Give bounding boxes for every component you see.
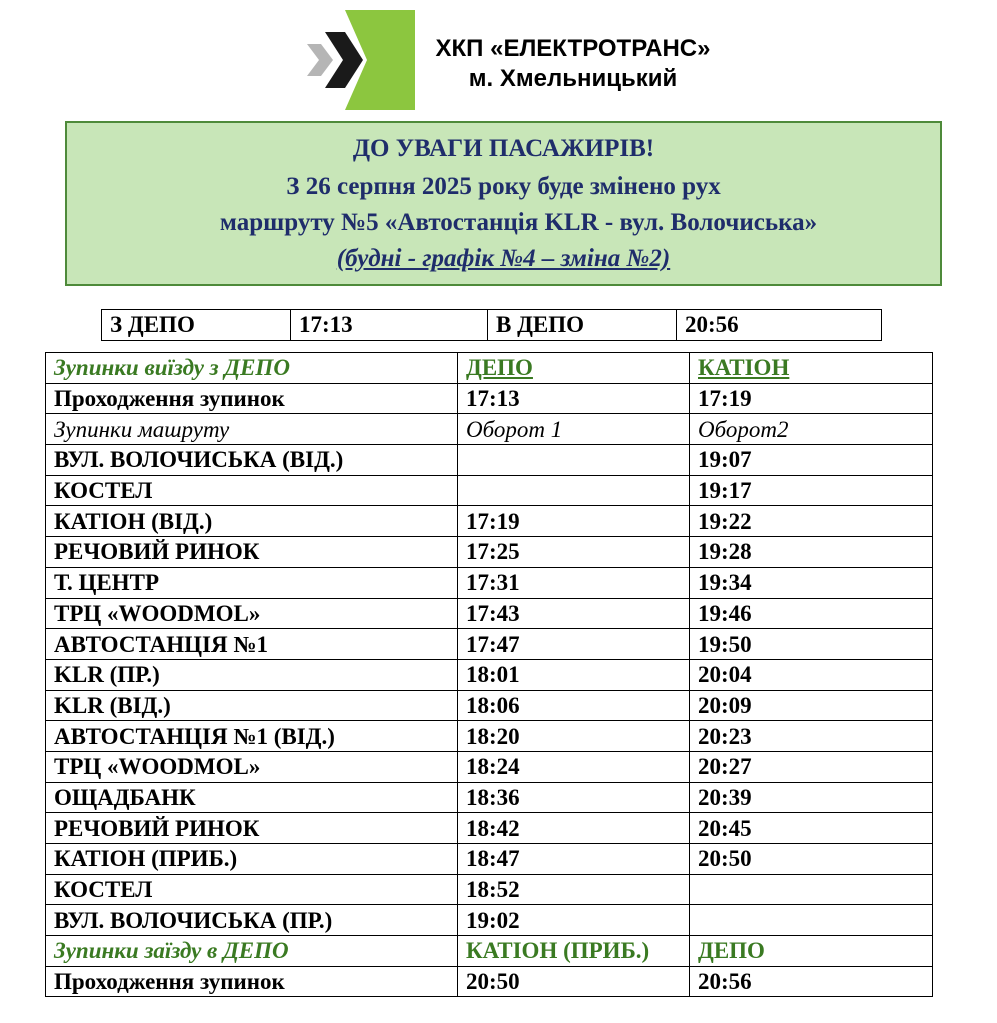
exit-header-row xyxy=(46,353,933,384)
stop-row xyxy=(46,874,933,905)
stop-time-1: 17:25 xyxy=(458,537,690,568)
stop-time-1 xyxy=(458,475,690,506)
stop-time-1: 18:01 xyxy=(458,659,690,690)
notice-box xyxy=(65,121,942,286)
stop-time-2: 19:17 xyxy=(690,475,933,506)
stop-time-2: 20:45 xyxy=(690,813,933,844)
double-chevron-logo-icon xyxy=(305,10,415,110)
stop-name: ОЩАДБАНК xyxy=(46,782,458,813)
stop-name: ТРЦ «WOODMOL» xyxy=(46,598,458,629)
stop-time-1: 18:20 xyxy=(458,721,690,752)
stop-name: АВТОСТАНЦІЯ №1 (ВІД.) xyxy=(46,721,458,752)
stop-time-2: 19:07 xyxy=(690,445,933,476)
route-header-row xyxy=(46,414,933,445)
stop-name: КАТІОН (ПРИБ.) xyxy=(46,844,458,875)
stop-name: КАТІОН (ВІД.) xyxy=(46,506,458,537)
stop-name: ТРЦ «WOODMOL» xyxy=(46,751,458,782)
stop-name: КОСТЕЛ xyxy=(46,475,458,506)
exit-header-col1: ДЕПО xyxy=(458,353,690,384)
stop-time-1: 17:19 xyxy=(458,506,690,537)
city-name: м. Хмельницький xyxy=(468,65,678,92)
entry-pass-row xyxy=(46,966,933,997)
notice-route-line: маршруту №5 «Автостанція KLR - вул. Волочиська» xyxy=(219,209,818,236)
stop-name: KLR (ПР.) xyxy=(46,659,458,690)
stop-name: АВТОСТАНЦІЯ №1 xyxy=(46,629,458,660)
stop-row xyxy=(46,659,933,690)
exit-pass-col1: 17:13 xyxy=(458,383,690,414)
stop-row xyxy=(46,567,933,598)
stop-row xyxy=(46,782,933,813)
route-header-label: Зупинки машруту xyxy=(46,414,458,445)
stop-name: KLR (ВІД.) xyxy=(46,690,458,721)
stop-name: ВУЛ. ВОЛОЧИСЬКА (ВІД.) xyxy=(46,445,458,476)
notice-schedule-line: (будні - графік №4 – зміна №2) xyxy=(336,245,671,272)
entry-pass-col2: 20:56 xyxy=(690,966,933,997)
stop-time-2: 19:46 xyxy=(690,598,933,629)
entry-pass-label: Проходження зупинок xyxy=(46,966,458,997)
stop-name: РЕЧОВИЙ РИНОК xyxy=(46,537,458,568)
route-header-col1: Оборот 1 xyxy=(458,414,690,445)
exit-pass-row xyxy=(46,383,933,414)
from-depot-time: 17:13 xyxy=(291,310,488,341)
stop-time-2 xyxy=(690,874,933,905)
stop-time-1: 18:06 xyxy=(458,690,690,721)
stop-time-2: 20:39 xyxy=(690,782,933,813)
stop-row xyxy=(46,721,933,752)
stop-name: РЕЧОВИЙ РИНОК xyxy=(46,813,458,844)
stop-row xyxy=(46,813,933,844)
stop-row xyxy=(46,844,933,875)
stop-time-2: 19:50 xyxy=(690,629,933,660)
depot-row xyxy=(102,310,882,341)
stop-name: Т. ЦЕНТР xyxy=(46,567,458,598)
stop-time-1: 18:47 xyxy=(458,844,690,875)
stop-row xyxy=(46,905,933,936)
stop-time-2: 20:27 xyxy=(690,751,933,782)
org-name: ХКП «ЕЛЕКТРОТРАНС» xyxy=(435,35,711,62)
stop-time-1: 19:02 xyxy=(458,905,690,936)
stop-row xyxy=(46,598,933,629)
schedule-table xyxy=(45,352,933,997)
entry-header-row xyxy=(46,936,933,967)
to-depot-label: В ДЕПО xyxy=(488,310,677,341)
entry-header-col1: КАТІОН (ПРИБ.) xyxy=(458,936,690,967)
stop-time-2: 19:28 xyxy=(690,537,933,568)
notice-date-line: З 26 серпня 2025 року буде змінено рух xyxy=(286,173,721,200)
entry-header-col2: ДЕПО xyxy=(690,936,933,967)
stop-time-1: 17:31 xyxy=(458,567,690,598)
stop-time-1: 17:47 xyxy=(458,629,690,660)
stop-name: ВУЛ. ВОЛОЧИСЬКА (ПР.) xyxy=(46,905,458,936)
stop-time-1: 18:36 xyxy=(458,782,690,813)
stop-time-2: 19:34 xyxy=(690,567,933,598)
stop-time-2: 20:23 xyxy=(690,721,933,752)
stop-row xyxy=(46,537,933,568)
org-title xyxy=(433,34,713,94)
from-depot-label: З ДЕПО xyxy=(102,310,291,341)
stop-time-2 xyxy=(690,905,933,936)
stop-time-2: 20:04 xyxy=(690,659,933,690)
stop-time-2: 20:50 xyxy=(690,844,933,875)
stop-time-2: 19:22 xyxy=(690,506,933,537)
stop-time-1: 18:42 xyxy=(458,813,690,844)
exit-header-col2: КАТІОН xyxy=(690,353,933,384)
entry-pass-col1: 20:50 xyxy=(458,966,690,997)
route-header-col2: Оборот2 xyxy=(690,414,933,445)
stop-row xyxy=(46,506,933,537)
notice-title: ДО УВАГИ ПАСАЖИРІВ! xyxy=(352,135,655,162)
to-depot-time: 20:56 xyxy=(677,310,882,341)
header xyxy=(305,10,711,110)
stop-time-1: 18:52 xyxy=(458,874,690,905)
entry-header-label: Зупинки заїзду в ДЕПО xyxy=(46,936,458,967)
stop-row xyxy=(46,475,933,506)
stop-row xyxy=(46,751,933,782)
depot-times-table xyxy=(101,309,882,341)
stop-time-1: 17:43 xyxy=(458,598,690,629)
stop-row xyxy=(46,629,933,660)
stop-row xyxy=(46,445,933,476)
stop-time-1: 18:24 xyxy=(458,751,690,782)
stop-name: КОСТЕЛ xyxy=(46,874,458,905)
stop-time-1 xyxy=(458,445,690,476)
exit-header-label: Зупинки виїзду з ДЕПО xyxy=(46,353,458,384)
stop-row xyxy=(46,690,933,721)
exit-pass-label: Проходження зупинок xyxy=(46,383,458,414)
stop-time-2: 20:09 xyxy=(690,690,933,721)
exit-pass-col2: 17:19 xyxy=(690,383,933,414)
